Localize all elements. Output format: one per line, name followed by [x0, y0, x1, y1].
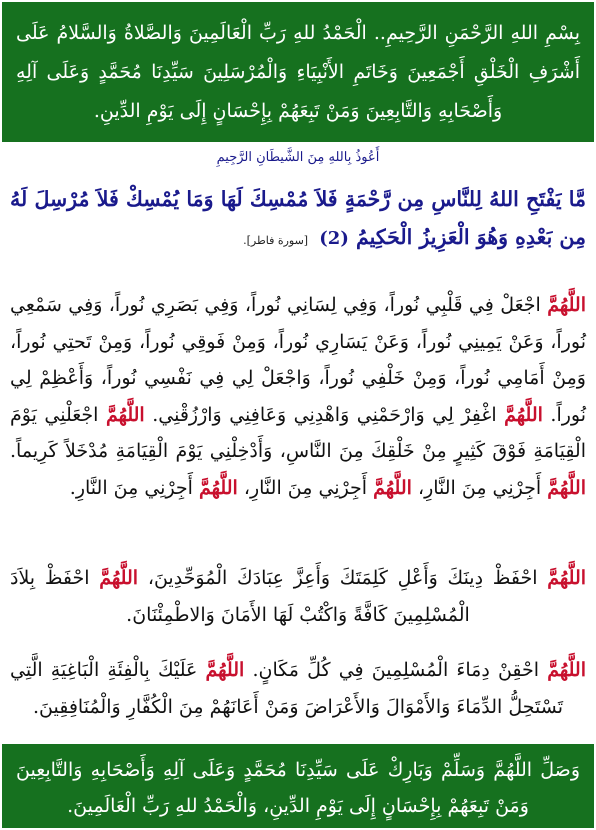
- allahumma-word: اللَّهُمَّ: [199, 476, 238, 499]
- dua-text: أَجِرْنِي مِنَ النَّارِ،: [417, 476, 542, 499]
- allahumma-word: اللَّهُمَّ: [99, 567, 139, 589]
- dua-text: أَجِرْنِي مِنَ النَّارِ.: [69, 476, 193, 499]
- allahumma-word: اللَّهُمَّ: [547, 476, 586, 499]
- dua-text: احْفَظْ بِلاَدَ الْمُسْلِمِينَ كَافَّةً وَاكْتُبْ لَهَا الأَمَانَ وَالاطْمِئْنَانَ.: [10, 567, 470, 626]
- dua-text: احْفَظْ دِينَكَ وَأَعْلِ كَلِمَتَكَ وَأَعِزَّ عِبَادَكَ الْمُوَحِّدِينَ،: [147, 567, 538, 589]
- quran-verse: [10, 180, 586, 260]
- allahumma-word: اللَّهُمَّ: [373, 476, 412, 499]
- opening-banner: [2, 2, 594, 142]
- opening-text: بِسْمِ اللهِ الرَّحْمَنِ الرَّحِيمِ.. الْحَمْدُ للهِ رَبِّ الْعَالَمِينَ وَالصَّلاةُ وَالسَّلامُ عَلَى أَشْرَفِ الْخَلْقِ أَجْمَعِينَ وَخَاتَمِ الأَنْبِيَاءِ وَالْمُرْسَلِينَ سَيِّدِنَا مُحَمَّدٍ وَعَلَى آلِهِ وَأَصْحَابِهِ وَالتَّابِعِينَ وَمَنْ تَبِعَهُمْ بِإِحْسَانٍ إِلَى يَوْمِ الدِّينِ.: [16, 22, 580, 122]
- dua-paragraph-protection: [10, 560, 586, 633]
- dua-text: اجْعَلْنِي يَوْمَ الْقِيَامَةِ فَوْقَ كَثِيرٍ مِنْ خَلْقِكَ مِنَ النَّاسِ، وَأَدْخِلْنِي يَوْمَ الْقِيَامَةِ مُدْخَلاً كَرِيماً.: [10, 403, 586, 462]
- dua-paragraph-light: [10, 287, 586, 506]
- dua-text: اجْعَلْ فِي قَلْبِي نُوراً، وَفِي لِسَانِي نُوراً، وَفِي بَصَرِي نُوراً، وَفِي سَمْعِي نُوراً، وَعَنْ يَمِينِي نُوراً، وَعَنْ يَسَارِي نُوراً، وَمِنْ فَوقِي نُوراً، وَمِنْ تَحتِي نُوراً، وَمِنْ أَمَامِي نُوراً، وَمِنْ خَلْفِي نُوراً، وَاجْعَلْ لِي فِي نَفْسِي نُوراً، وَأَعْظِمْ لِي نُوراً.: [10, 294, 587, 426]
- allahumma-word: اللَّهُمَّ: [547, 294, 586, 316]
- allahumma-word: اللَّهُمَّ: [504, 403, 543, 426]
- allahumma-word: اللَّهُمَّ: [205, 659, 245, 681]
- allahumma-word: اللَّهُمَّ: [105, 403, 145, 426]
- allahumma-word: اللَّهُمَّ: [547, 659, 586, 681]
- dua-paragraph-blood: [10, 652, 586, 725]
- closing-banner: [2, 744, 594, 828]
- dua-text: عَلَيْكَ بِالْفِئَةِ الْبَاغِيَةِ الَّتِي تَسْتَحِلُّ الدِّمَاءَ وَالأَمْوَالَ وَالأَعْرَاضَ وَمَنْ أَعَانَهُمْ مِنَ الْكُفَّارِ وَالْمُنَافِقِينَ.: [10, 659, 563, 718]
- verse-reference: [سورة فاطر].: [243, 234, 309, 247]
- closing-text: وَصَلِّ اللَّهُمَّ وَسَلِّمْ وَبَارِكْ عَلَى سَيِّدِنَا مُحَمَّدٍ وَعَلَى آلِهِ وَأَصْحَابِهِ وَالتَّابِعِينَ وَمَنْ تَبِعَهُمْ بِإِحْسَانٍ إِلَى يَوْمِ الدِّينِ، وَالْحَمْدُ للهِ رَبِّ الْعَالَمِينَ.: [16, 759, 580, 817]
- verse-number: (2): [319, 228, 349, 249]
- dua-text: أَجِرْنِي مِنَ النَّارِ،: [243, 476, 368, 499]
- allahumma-word: اللَّهُمَّ: [547, 567, 587, 589]
- dua-text: اغْفِرْ لِي وَارْحَمْنِي وَاهْدِنِي وَعَافِنِي وَارْزُقْنِي.: [152, 403, 497, 426]
- istiadha-line: أَعُوذُ بِاللهِ مِنَ الشَّيطَانِ الرَّجِيمِ: [216, 150, 380, 165]
- dua-text: احْقِنْ دِمَاءَ الْمُسْلِمِينَ فِي كُلِّ مَكَانٍ.: [252, 659, 540, 681]
- verse-text: مَّا يَفْتَحِ اللهُ لِلنَّاسِ مِن رَّحْمَةٍ فَلاَ مُمْسِكَ لَهَا وَمَا يُمْسِكْ فَلاَ مُرْسِلَ لَهُ مِن بَعْدِهِ وَهُوَ الْعَزِيزُ الْحَكِيمُ: [10, 187, 586, 249]
